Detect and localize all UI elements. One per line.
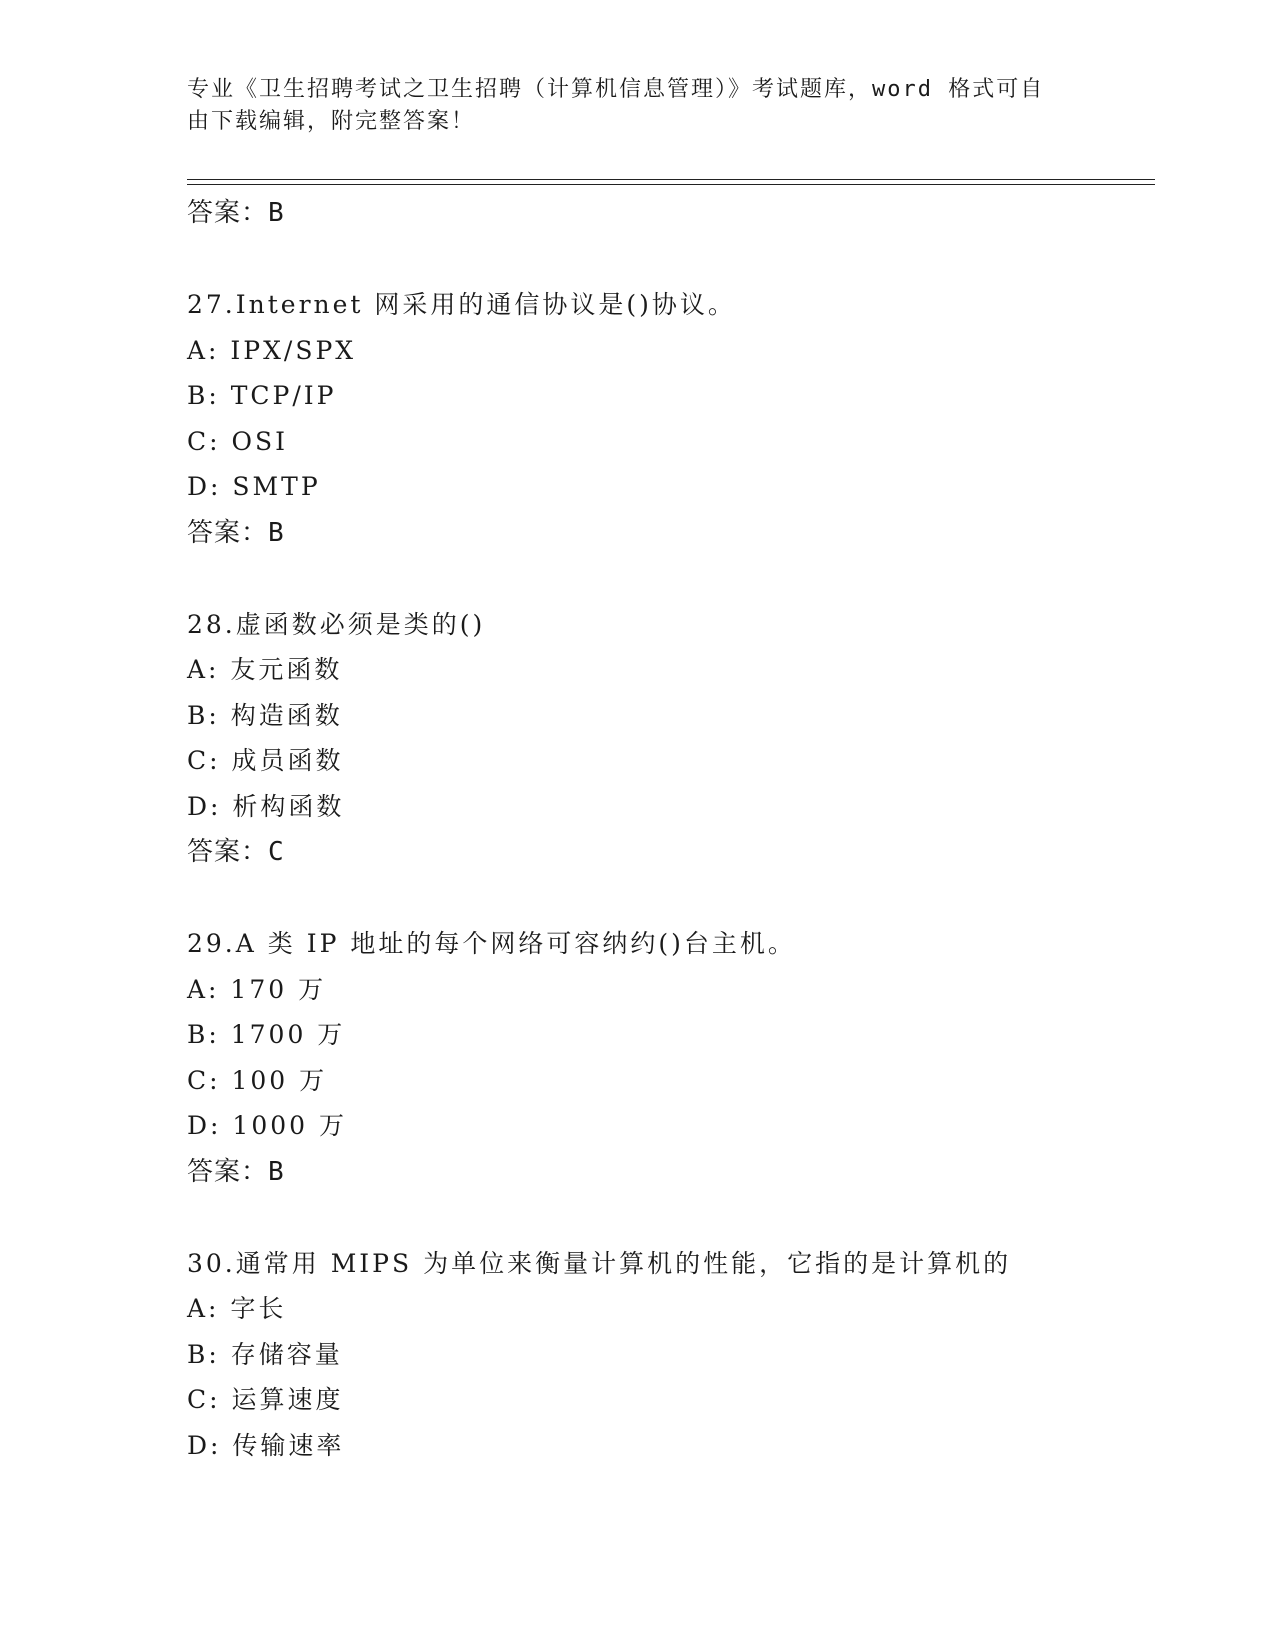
question-item xyxy=(187,602,1147,876)
option-d: D: 传输速率 xyxy=(187,1430,345,1460)
option-a: A: 字长 xyxy=(187,1294,287,1323)
answer-line: 答案：B xyxy=(187,517,285,548)
option-c: C: 100 万 xyxy=(187,1065,328,1095)
option-b: B: TCP/IP xyxy=(187,381,337,410)
option-c: C: OSI xyxy=(187,426,288,456)
answer-line: 答案：B xyxy=(187,1156,285,1187)
option-b: B: 1700 万 xyxy=(187,1020,346,1049)
option-a: A: IPX/SPX xyxy=(187,335,357,365)
option-d: D: 析构函数 xyxy=(187,791,345,821)
option-d: D: 1000 万 xyxy=(187,1111,347,1140)
option-b: B: 存储容量 xyxy=(187,1339,343,1369)
question-item xyxy=(187,921,1147,1195)
question-text: 27.Internet 网采用的通信协议是()协议。 xyxy=(187,290,736,319)
question-text: 28.虚函数必须是类的() xyxy=(187,609,486,639)
option-d: D: SMTP xyxy=(187,472,321,501)
option-a: A: 友元函数 xyxy=(187,655,343,684)
header-line-2: 由下载编辑，附完整答案！ xyxy=(187,109,476,134)
option-b: B: 构造函数 xyxy=(187,700,343,730)
document-header xyxy=(187,74,1087,138)
option-c: C: 运算速度 xyxy=(187,1385,344,1414)
question-text: 30.通常用 MIPS 为单位来衡量计算机的性能，它指的是计算机的 xyxy=(187,1248,1012,1278)
question-text: 29.A 类 IP 地址的每个网络可容纳约()台主机。 xyxy=(187,929,796,958)
question-item xyxy=(187,282,1147,556)
answer-line: 答案：C xyxy=(187,837,285,867)
option-c: C: 成员函数 xyxy=(187,746,344,775)
answer-line: 答案：B xyxy=(187,198,285,228)
header-divider-bottom xyxy=(187,184,1155,185)
header-divider-top xyxy=(187,179,1155,180)
option-a: A: 170 万 xyxy=(187,974,327,1004)
header-line-1: 专业《卫生招聘考试之卫生招聘（计算机信息管理）》考试题库，word 格式可自 xyxy=(187,77,1045,102)
question-item xyxy=(187,1241,1147,1469)
question-list xyxy=(187,190,1147,1468)
